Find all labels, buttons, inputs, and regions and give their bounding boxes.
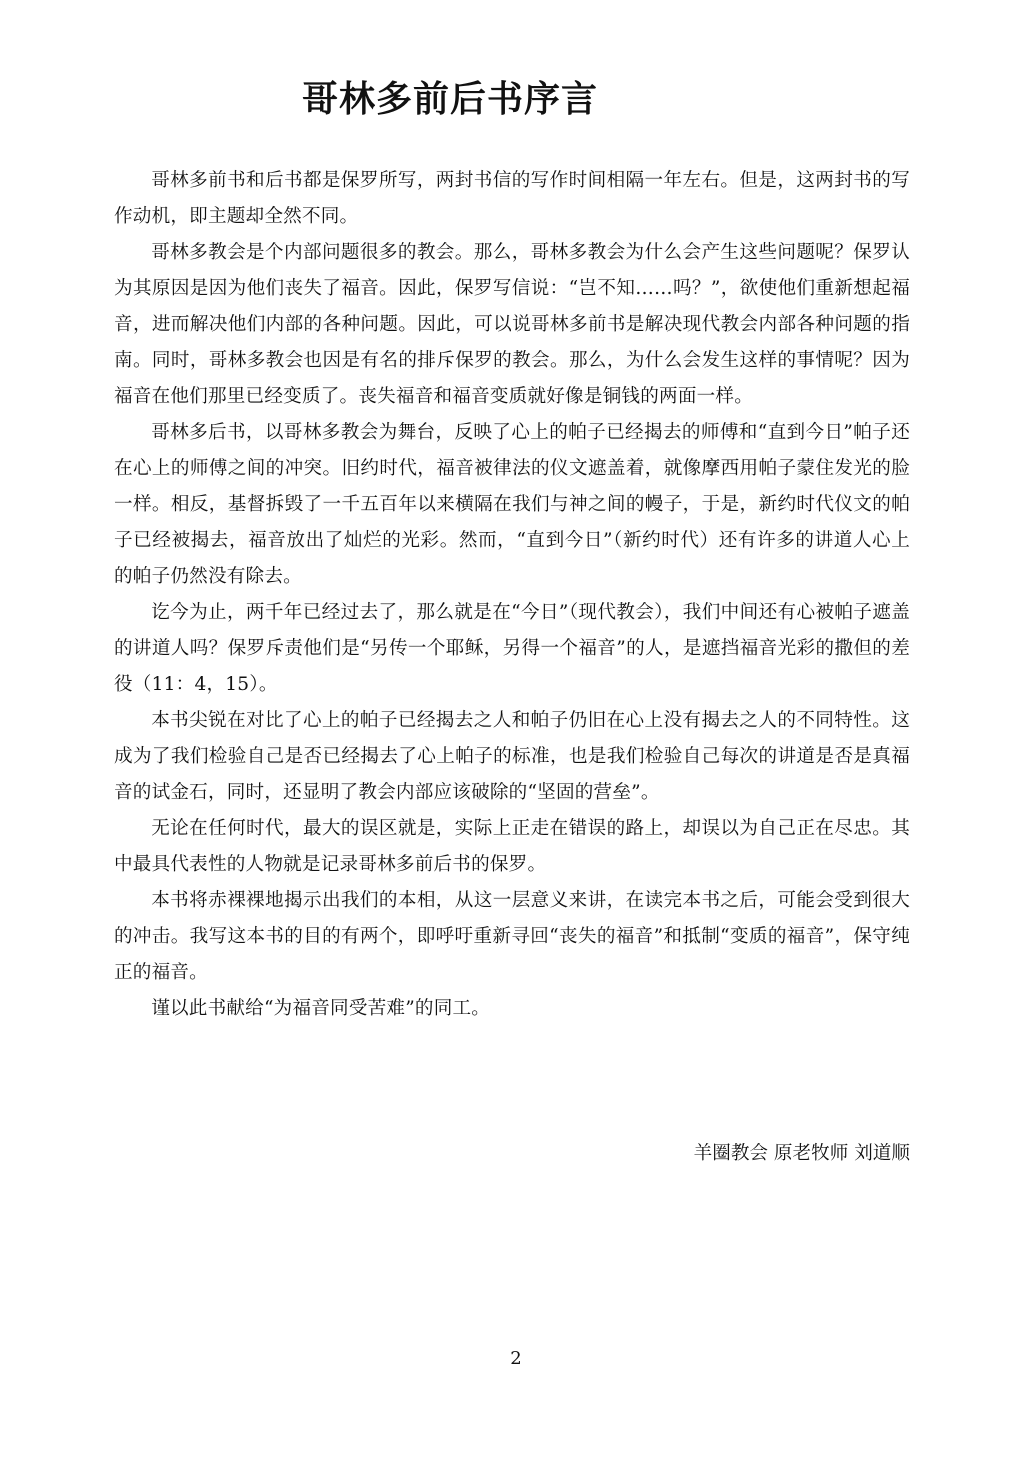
page-number: 2 bbox=[510, 1348, 522, 1369]
page-title: 哥林多前后书序言 bbox=[301, 79, 598, 120]
author-signature: 羊圈教会 原老牧师 刘道顺 bbox=[693, 1143, 910, 1164]
paragraph-5: 本书尖锐在对比了心上的帕子已经揭去之人和帕子仍旧在心上没有揭去之人的不同特性。这成为了我们检验自己是否已经揭去了心上帕子的标准，也是我们检验自己每次的讲道是否是真福音的试金石，同时，还显明了教会内部应该破除的“坚固的营垒”。 bbox=[114, 710, 910, 803]
paragraph-4: 讫今为止，两千年已经过去了，那么就是在“今日”（现代教会），我们中间还有心被帕子遮盖的讲道人吗？保罗斥责他们是“另传一个耶稣，另得一个福音”的人，是遮挡福音光彩的撒但的差役（11：4，15）。 bbox=[114, 602, 910, 695]
paragraph-6: 无论在任何时代，最大的误区就是，实际上正走在错误的路上，却误以为自己正在尽忠。其中最具代表性的人物就是记录哥林多前后书的保罗。 bbox=[114, 818, 910, 875]
paragraph-1: 哥林多前书和后书都是保罗所写，两封书信的写作时间相隔一年左右。但是，这两封书的写作动机，即主题却全然不同。 bbox=[114, 170, 910, 227]
paragraph-8: 谨以此书献给“为福音同受苦难”的同工。 bbox=[151, 998, 491, 1019]
paragraph-7: 本书将赤裸裸地揭示出我们的本相，从这一层意义来讲，在读完本书之后，可能会受到很大的冲击。我写这本书的目的有两个，即呼吁重新寻回“丧失的福音”和抵制“变质的福音”，保守纯正的福音。 bbox=[114, 890, 910, 983]
body-text bbox=[114, 163, 910, 1027]
paragraph-3: 哥林多后书，以哥林多教会为舞台，反映了心上的帕子已经揭去的师傅和“直到今日”帕子还在心上的师傅之间的冲突。旧约时代，福音被律法的仪文遮盖着，就像摩西用帕子蒙住发光的脸一样。相反，基督拆毁了一千五百年以来横隔在我们与神之间的幔子，于是，新约时代仪文的帕子已经被揭去，福音放出了灿烂的光彩。然而，“直到今日”（新约时代）还有许多的讲道人心上的帕子仍然没有除去。 bbox=[114, 422, 910, 587]
paragraph-2: 哥林多教会是个内部问题很多的教会。那么，哥林多教会为什么会产生这些问题呢？保罗认为其原因是因为他们丧失了福音。因此，保罗写信说：“岂不知……吗？”，欲使他们重新想起福音，进而解决他们内部的各种问题。因此，可以说哥林多前书是解决现代教会内部各种问题的指南。同时，哥林多教会也因是有名的排斥保罗的教会。那么，为什么会发生这样的事情呢？因为福音在他们那里已经变质了。丧失福音和福音变质就好像是铜钱的两面一样。 bbox=[114, 242, 910, 407]
